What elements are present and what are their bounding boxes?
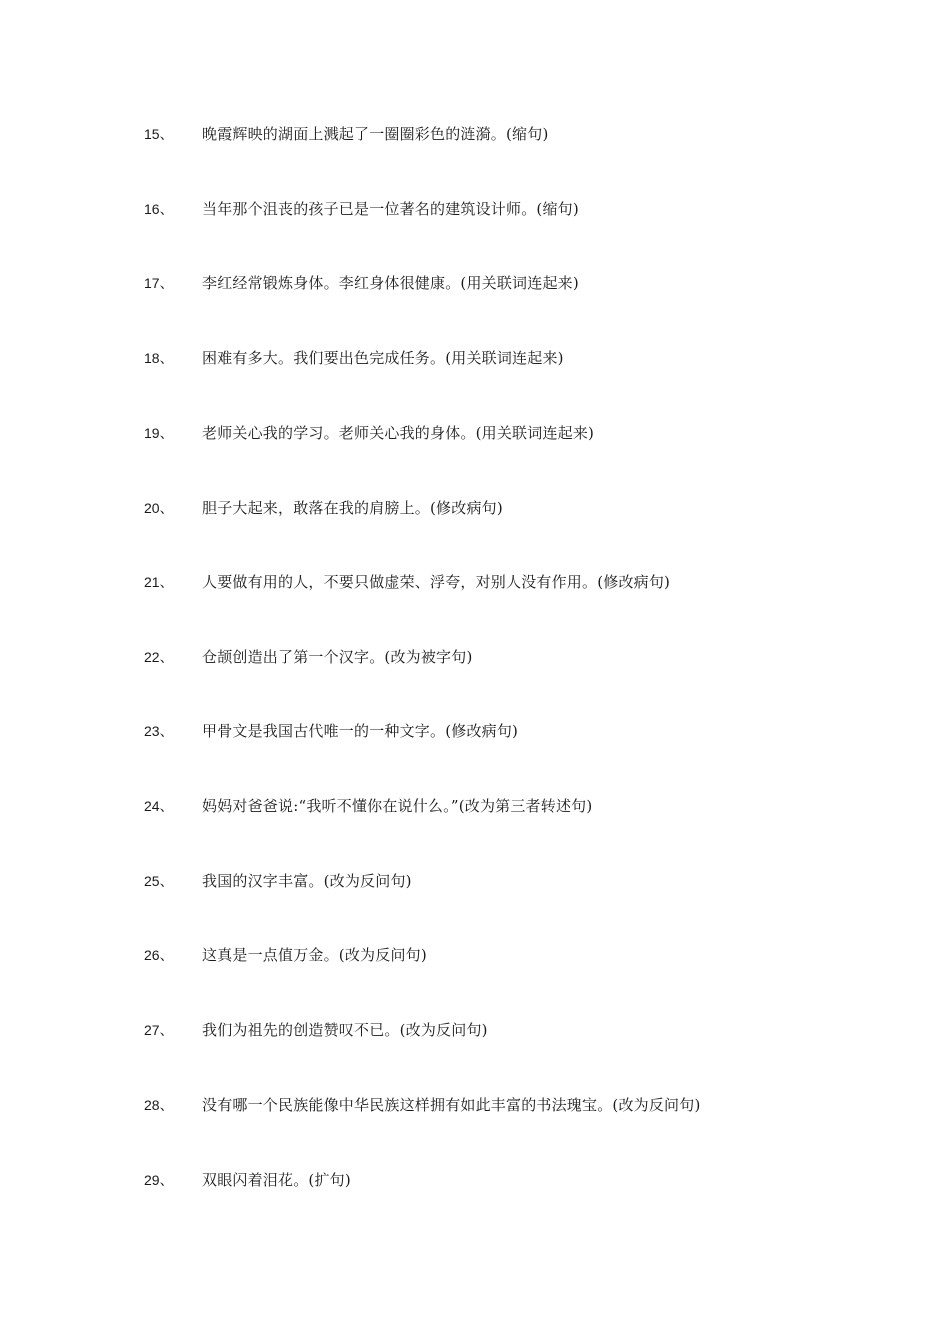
question-text: 我国的汉字丰富。(改为反问句) bbox=[202, 872, 412, 890]
question-item-18 bbox=[0, 343, 950, 373]
question-number: 18、 bbox=[144, 350, 174, 366]
question-item-22 bbox=[0, 642, 950, 672]
question-number: 16、 bbox=[144, 201, 174, 217]
question-text: 双眼闪着泪花。(扩句) bbox=[202, 1171, 351, 1189]
question-text: 甲骨文是我国古代唯一的一种文字。(修改病句) bbox=[202, 722, 519, 740]
question-item-17 bbox=[0, 268, 950, 298]
question-number: 20、 bbox=[144, 500, 174, 516]
question-item-26 bbox=[0, 940, 950, 970]
question-item-29 bbox=[0, 1165, 950, 1195]
question-item-27 bbox=[0, 1015, 950, 1045]
question-item-21 bbox=[0, 567, 950, 597]
question-item-28 bbox=[0, 1090, 950, 1120]
question-number: 17、 bbox=[144, 275, 174, 291]
question-item-20 bbox=[0, 493, 950, 523]
question-number: 22、 bbox=[144, 649, 174, 665]
question-item-19 bbox=[0, 418, 950, 448]
question-text: 没有哪一个民族能像中华民族这样拥有如此丰富的书法瑰宝。(改为反问句) bbox=[202, 1096, 701, 1114]
question-number: 25、 bbox=[144, 873, 174, 889]
question-text: 李红经常锻炼身体。李红身体很健康。(用关联词连起来) bbox=[202, 274, 579, 292]
question-number: 24、 bbox=[144, 798, 174, 814]
question-number: 15、 bbox=[144, 126, 174, 142]
question-number: 29、 bbox=[144, 1172, 174, 1188]
question-item-25 bbox=[0, 866, 950, 896]
question-item-23 bbox=[0, 716, 950, 746]
question-number: 28、 bbox=[144, 1097, 174, 1113]
question-number: 21、 bbox=[144, 574, 174, 590]
question-item-24 bbox=[0, 791, 950, 821]
question-number: 19、 bbox=[144, 425, 174, 441]
question-text: 这真是一点值万金。(改为反问句) bbox=[202, 946, 427, 964]
question-text: 仓颉创造出了第一个汉字。(改为被字句) bbox=[202, 648, 473, 666]
question-number: 23、 bbox=[144, 723, 174, 739]
question-text: 老师关心我的学习。老师关心我的身体。(用关联词连起来) bbox=[202, 424, 595, 442]
question-item-16 bbox=[0, 194, 950, 224]
question-text: 当年那个沮丧的孩子已是一位著名的建筑设计师。(缩句) bbox=[202, 200, 579, 218]
question-item-15 bbox=[0, 119, 950, 149]
question-number: 27、 bbox=[144, 1022, 174, 1038]
question-text: 胆子大起来，敢落在我的肩膀上。(修改病句) bbox=[202, 499, 503, 517]
question-number: 26、 bbox=[144, 947, 174, 963]
question-text: 困难有多大。我们要出色完成任务。(用关联词连起来) bbox=[202, 349, 564, 367]
question-text: 人要做有用的人，不要只做虚荣、浮夸，对别人没有作用。(修改病句) bbox=[202, 573, 671, 591]
question-text: 我们为祖先的创造赞叹不已。(改为反问句) bbox=[202, 1021, 488, 1039]
question-text: 晚霞辉映的湖面上溅起了一圈圈彩色的涟漪。(缩句) bbox=[202, 125, 549, 143]
question-text: 妈妈对爸爸说:“我听不懂你在说什么。”(改为第三者转述句) bbox=[202, 797, 593, 815]
